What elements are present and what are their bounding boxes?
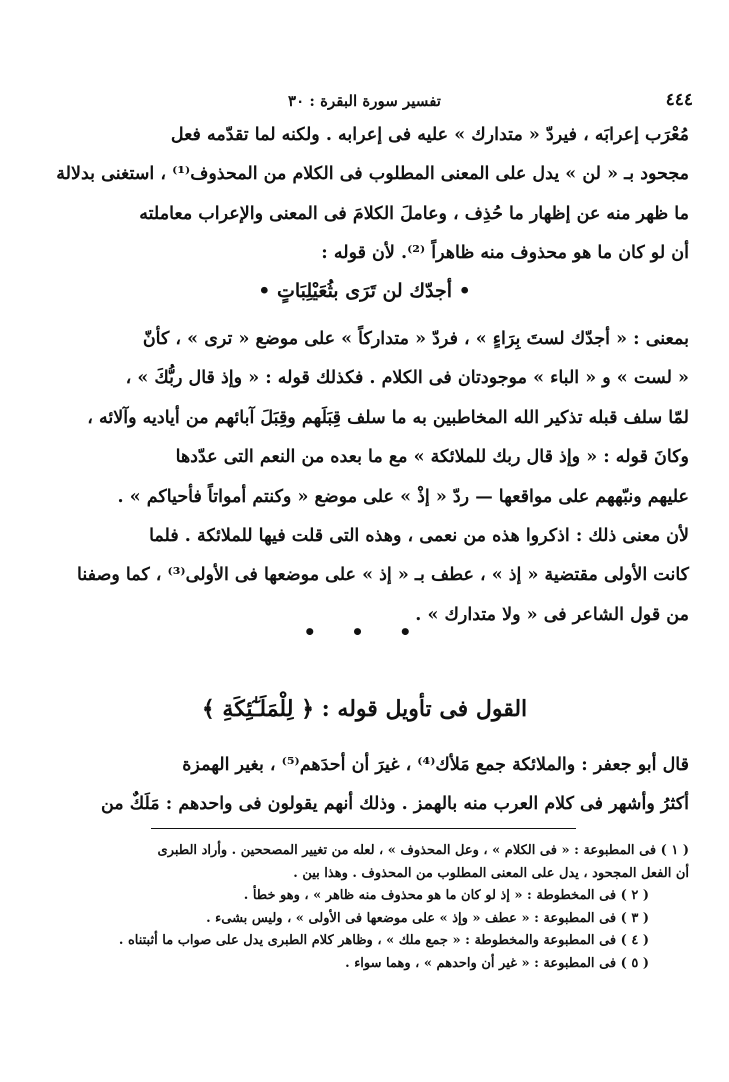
text-line: لأن معنى ذلك : اذكروا هذه من نعمى ، وهذه التى قلت فيها للملائكة . فلما	[149, 526, 689, 547]
text-line: أكثرُ وأشهر فى كلام العرب منه بالهمز . وذلك أنهم يقولون فى واحدهم : مَلَكٌ من	[100, 794, 689, 815]
section-heading: القول فى تأويل قوله : ﴿ لِلْمَلَـٰٓئِكَةِ ﴾	[201, 696, 528, 722]
footnote-4: ( ٤ ) فى المطبوعة والمخطوطة : « جمع ملك » ، وظاهر كلام الطبرى يدل على صواب ما أثبتناه .	[118, 933, 649, 949]
section-separator: • • •	[303, 620, 426, 644]
page-number: ٤٤٤	[665, 90, 693, 110]
paragraph-1	[52, 116, 689, 274]
running-header	[36, 88, 693, 114]
text-line: مجحود بـ « لن » يدل على المعنى المطلوب فى الكلام من المحذوف⁽¹⁾ ، استغنى بدلالة	[56, 164, 689, 185]
text-line: لمّا سلف قبله تذكير الله المخاطبين به ما سلف قِبَلَهم وقِبَلَ آبائهم من أياديه وآلائه ،	[87, 407, 689, 428]
poetry-verse: • أجدّك لن تَرَى بثُعَيْلِبَاتٍ •	[258, 280, 471, 302]
footnote-1-continued: أن الفعل المجحود ، يدل على المعنى المطلوب من المحذوف . وهذا بين .	[293, 865, 689, 881]
text-line: أن لو كان ما هو محذوف منه ظاهراً ⁽²⁾. لأن قوله :	[321, 243, 689, 264]
header-title: تفسير سورة البقرة : ٣٠	[288, 92, 441, 110]
text-line: من قول الشاعر فى « ولا متدارك » .	[415, 604, 689, 625]
text-line: عليهم ونبّههم على مواقعها — ردّ « إذْ » على موضع « وكنتم أمواتاً فأحياكم » .	[117, 486, 689, 507]
text-line: كانت الأولى مقتضية « إذ » ، عطف بـ « إذ » على موضعها فى الأولى⁽³⁾ ، كما وصفنا	[77, 565, 689, 586]
footnote-divider	[151, 828, 576, 829]
footnotes	[52, 840, 689, 976]
footnote-2: ( ٢ ) فى المخطوطة : « إذ لو كان ما هو محذوف منه ظاهر » ، وهو خطأ .	[243, 888, 649, 904]
text-line: ما ظهر منه عن إظهار ما حُذِف ، وعاملَ الكلامَ فى المعنى والإعراب معاملته	[139, 203, 689, 224]
footnote-1: ( ١ ) فى المطبوعة : « فى الكلام » ، وعل المحذوف » ، لعله من تغيير المصححين . وأراد الطبرى	[157, 843, 689, 858]
text-line: قال أبو جعفر : والملائكة جمع مَلأك⁽⁴⁾ ، غيرَ أن أحدَهم⁽⁵⁾ ، بغير الهمزة	[182, 755, 689, 775]
footnote-3: ( ٣ ) فى المطبوعة : « عطف « وإذ » على موضعها فى الأولى » ، وليس بشىء .	[206, 910, 649, 926]
text-line: وكانَ قوله : « وإذ قال ربك للملائكة » مع ما بعده من النعم التى عدّدها	[175, 447, 689, 468]
paragraph-3	[52, 746, 689, 825]
paragraph-2	[52, 320, 689, 635]
text-line: « لست » و « الباء » موجودتان فى الكلام . فكذلك قوله : « وإذ قال ربُّكَ » ،	[125, 368, 689, 389]
text-line: مُعْرَب إعرابَه ، فيردّ « متدارك » عليه فى إعرابه . ولكنه لما تقدّمه فعل	[170, 125, 689, 145]
text-line: بمعنى : « أجدّك لستَ بِرَاءٍ » ، فردّ « متداركاً » على موضع « ترى » ، كأنّ	[142, 329, 689, 349]
footnote-5: ( ٥ ) فى المطبوعة : « غير أن واحدهم » ، وهما سواء .	[345, 955, 649, 971]
